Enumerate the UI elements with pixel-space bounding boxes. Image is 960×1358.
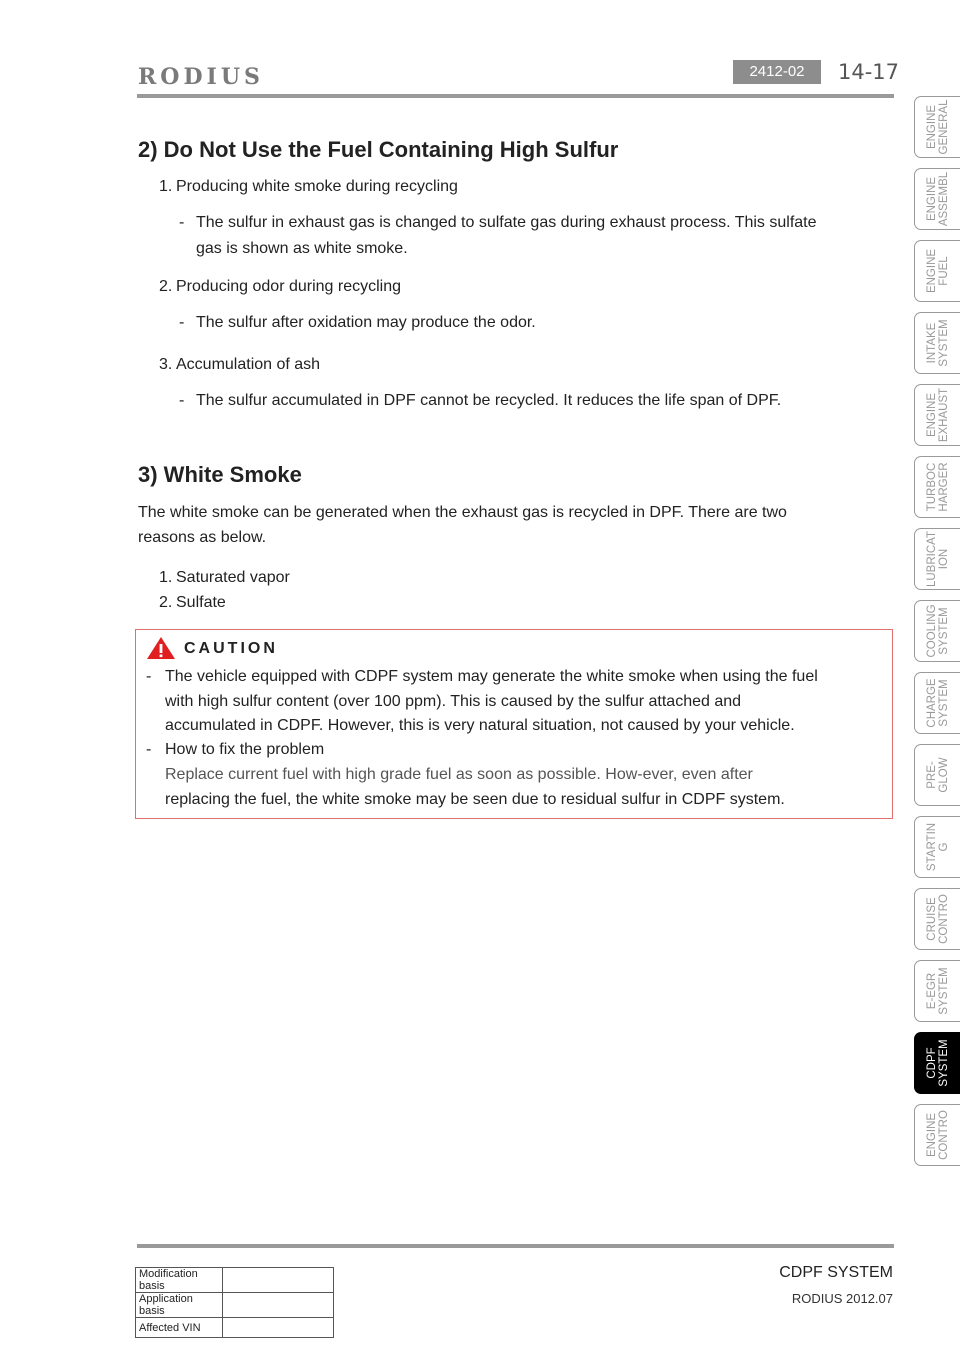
list-number: 2. — [159, 594, 173, 611]
section-2-heading: 2) Do Not Use the Fuel Containing High Sulfur — [138, 137, 619, 162]
tab-engine-control[interactable] — [914, 1104, 960, 1166]
list-number: 3. — [159, 356, 173, 373]
dash-bullet: - — [179, 314, 185, 331]
table-cell-value — [223, 1293, 334, 1318]
footer-model-date: RODIUS 2012.07 — [791, 1291, 893, 1306]
tab-label: ENGINE ASSEMBL — [925, 171, 950, 227]
list-item-label: Sulfate — [176, 594, 226, 611]
revision-code-badge: 2412-02 — [733, 60, 821, 84]
tab-label: TURBOC HARGER — [925, 462, 950, 512]
tab-engine-assembly[interactable] — [914, 168, 960, 230]
page-number: 14-17 — [838, 60, 900, 84]
footer-section-title: CDPF SYSTEM — [779, 1264, 893, 1281]
list-number: 1. — [159, 569, 173, 586]
tab-label: LUBRICAT ION — [925, 530, 950, 588]
paragraph-line: reasons as below. — [138, 529, 267, 546]
tab-cruise-control[interactable] — [914, 888, 960, 950]
list-number: 2. — [159, 278, 173, 295]
caution-line: Replace current fuel with high grade fuel as soon as possible. How-ever, even after — [165, 766, 753, 783]
list-item-detail: The sulfur in exhaust gas is changed to sulfate gas during exhaust process. This sulfate — [196, 214, 817, 231]
dash-bullet: - — [179, 214, 185, 231]
tab-engine-general[interactable] — [914, 96, 960, 158]
tab-label: ENGINE FUEL — [925, 248, 950, 294]
brand-logo: RODIUS — [138, 64, 264, 90]
tab-label: INTAKE SYSTEM — [925, 319, 950, 367]
table-row — [136, 1268, 334, 1293]
tab-label: E-EGR SYSTEM — [925, 967, 950, 1015]
header-divider — [137, 94, 894, 98]
tab-turbocharger[interactable] — [914, 456, 960, 518]
tab-starting[interactable] — [914, 816, 960, 878]
tab-label: ENGINE GENERAL — [925, 99, 950, 155]
tab-label: COOLING SYSTEM — [925, 604, 950, 658]
section-3-heading: 3) White Smoke — [138, 462, 302, 487]
table-cell-label: Application basis — [136, 1293, 223, 1318]
caution-line: The vehicle equipped with CDPF system may generate the white smoke when using the fuel — [165, 668, 818, 685]
tab-engine-exhaust[interactable] — [914, 384, 960, 446]
table-cell-label: Modification basis — [136, 1268, 223, 1293]
table-row — [136, 1318, 334, 1338]
dash-bullet: - — [146, 741, 152, 758]
list-item-detail: The sulfur after oxidation may produce the odor. — [196, 314, 536, 331]
tab-label: CRUISE CONTRO — [925, 894, 950, 944]
caution-line: accumulated in CDPF. However, this is very natural situation, not caused by your vehicle. — [165, 717, 795, 734]
list-item-detail: The sulfur accumulated in DPF cannot be recycled. It reduces the life span of DPF. — [196, 392, 782, 409]
tab-intake-system[interactable] — [914, 312, 960, 374]
tab-label: CDPF SYSTEM — [925, 1039, 950, 1087]
tab-label: ENGINE EXHAUST — [925, 387, 950, 443]
table-cell-value — [223, 1268, 334, 1293]
list-item-label: Accumulation of ash — [176, 356, 321, 373]
tab-label: CHARGE SYSTEM — [925, 678, 950, 728]
table-cell-label: Affected VIN — [136, 1318, 223, 1338]
warning-triangle-icon — [146, 636, 176, 665]
modification-table — [135, 1267, 334, 1338]
tab-cdpf-system[interactable] — [914, 1032, 960, 1094]
caution-line: with high sulfur content (over 100 ppm). This is caused by the sulfur attached and — [165, 693, 742, 710]
caution-line: How to fix the problem — [165, 741, 325, 758]
tab-label: STARTIN G — [925, 822, 950, 872]
list-item-label: Producing white smoke during recycling — [176, 178, 458, 195]
list-item-detail: gas is shown as white smoke. — [196, 240, 408, 257]
tab-label: ENGINE CONTRO — [925, 1110, 950, 1160]
tab-e-egr-system[interactable] — [914, 960, 960, 1022]
caution-title: CAUTION — [184, 640, 278, 657]
footer-divider — [137, 1244, 894, 1248]
paragraph-line: The white smoke can be generated when the exhaust gas is recycled in DPF. There are two — [138, 504, 787, 521]
list-item-label: Saturated vapor — [176, 569, 290, 586]
caution-line: replacing the fuel, the white smoke may be seen due to residual sulfur in CDPF system. — [165, 791, 785, 808]
tab-label: PRE- GLOW — [925, 757, 950, 793]
tab-lubrication[interactable] — [914, 528, 960, 590]
tab-engine-fuel[interactable] — [914, 240, 960, 302]
tab-pre-glow[interactable] — [914, 744, 960, 806]
tab-cooling-system[interactable] — [914, 600, 960, 662]
dash-bullet: - — [179, 392, 185, 409]
list-item-label: Producing odor during recycling — [176, 278, 402, 295]
table-cell-value — [223, 1318, 334, 1338]
dash-bullet: - — [146, 668, 152, 685]
tab-charge-system[interactable] — [914, 672, 960, 734]
table-row — [136, 1293, 334, 1318]
list-number: 1. — [159, 178, 173, 195]
